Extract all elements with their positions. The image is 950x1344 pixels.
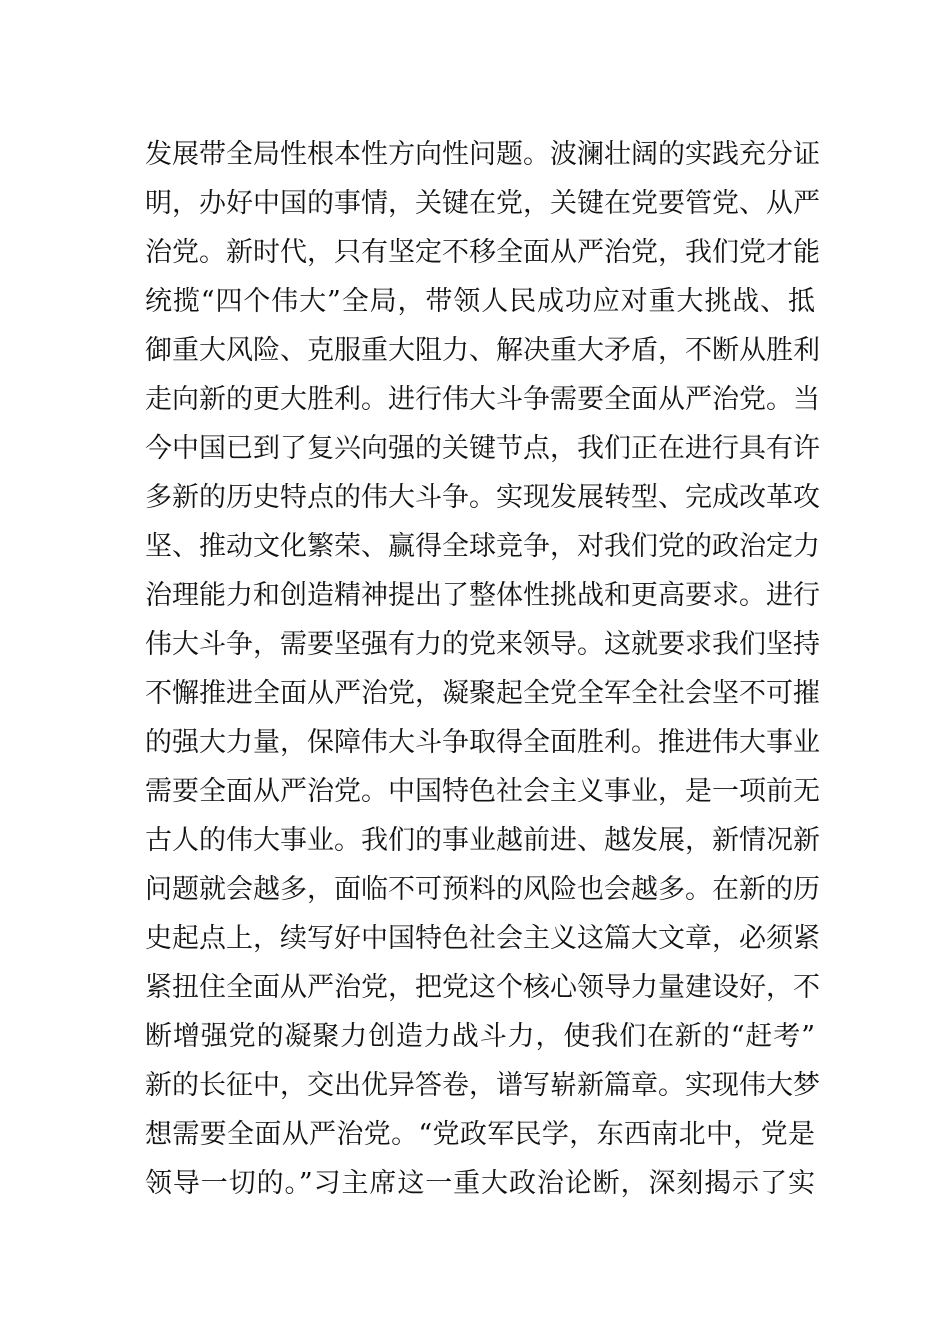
text-line: 想需要全面从严治党。“党政军民学，东西南北中，党是 bbox=[145, 1119, 815, 1150]
text-line: 走向新的更大胜利。进行伟大斗争需要全面从严治党。当 bbox=[145, 384, 820, 415]
text-line: 治理能力和创造精神提出了整体性挑战和更高要求。进行 bbox=[145, 580, 820, 611]
text-line: 统揽“四个伟大”全局，带领人民成功应对重大挑战、抵 bbox=[145, 286, 815, 317]
text-line: 治党。新时代，只有坚定不移全面从严治党，我们党才能 bbox=[145, 237, 820, 268]
text-line: 不懈推进全面从严治党，凝聚起全党全军全社会坚不可摧 bbox=[145, 678, 820, 709]
text-line: 新的长征中，交出优异答卷，谱写崭新篇章。实现伟大梦 bbox=[145, 1070, 820, 1101]
text-line: 古人的伟大事业。我们的事业越前进、越发展，新情况新 bbox=[145, 825, 820, 856]
text-line: 明，办好中国的事情，关键在党，关键在党要管党、从严 bbox=[145, 188, 820, 219]
text-line: 史起点上，续写好中国特色社会主义这篇大文章，必须紧 bbox=[145, 923, 820, 954]
text-line: 的强大力量，保障伟大斗争取得全面胜利。推进伟大事业 bbox=[145, 727, 820, 758]
text-line: 御重大风险、克服重大阻力、解决重大矛盾，不断从胜利 bbox=[145, 335, 820, 366]
text-line: 断增强党的凝聚力创造力战斗力，使我们在新的“赶考” bbox=[145, 1021, 815, 1052]
text-line: 紧扭住全面从严治党，把党这个核心领导力量建设好，不 bbox=[145, 972, 820, 1003]
text-line: 问题就会越多，面临不可预料的风险也会越多。在新的历 bbox=[145, 874, 820, 905]
text-line: 伟大斗争，需要坚强有力的党来领导。这就要求我们坚持 bbox=[145, 629, 820, 660]
text-line: 坚、推动文化繁荣、赢得全球竞争，对我们党的政治定力 bbox=[145, 531, 820, 562]
text-line: 多新的历史特点的伟大斗争。实现发展转型、完成改革攻 bbox=[145, 482, 820, 513]
text-line: 需要全面从严治党。中国特色社会主义事业，是一项前无 bbox=[145, 776, 820, 807]
text-line: 今中国已到了复兴向强的关键节点，我们正在进行具有许 bbox=[145, 433, 820, 464]
text-line: 发展带全局性根本性方向性问题。波澜壮阔的实践充分证 bbox=[145, 139, 820, 170]
body-paragraph bbox=[145, 130, 820, 1208]
text-line: 领导一切的。”习主席这一重大政治论断，深刻揭示了实 bbox=[145, 1168, 815, 1199]
